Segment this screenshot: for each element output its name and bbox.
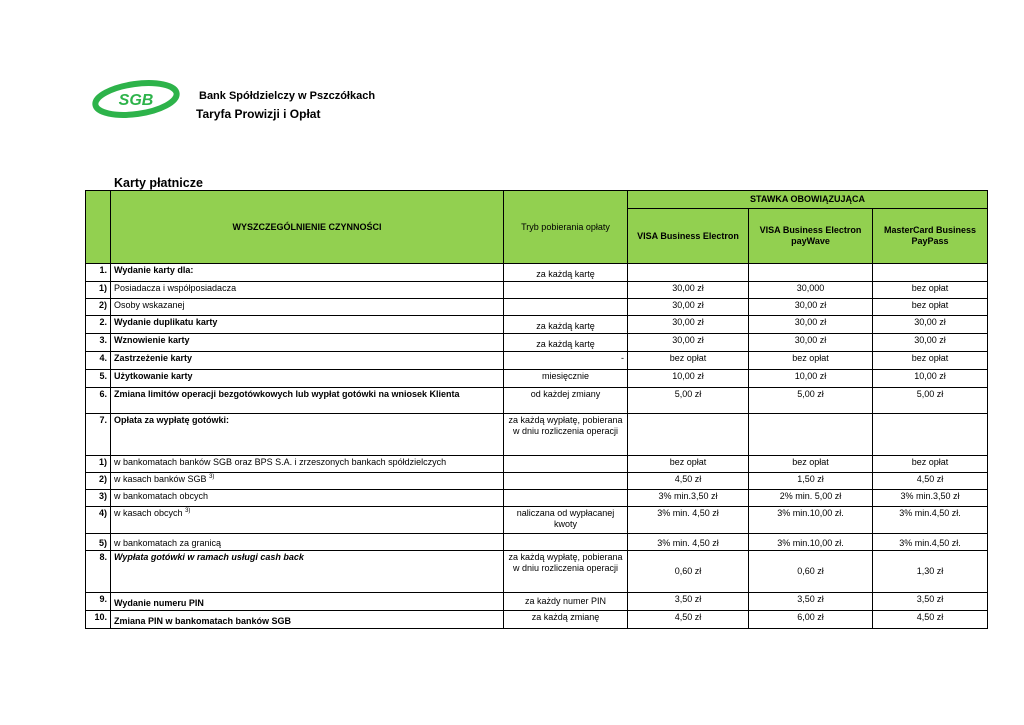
row-value: bez opłat <box>873 299 988 316</box>
row-mode <box>504 473 628 490</box>
row-value: 4,50 zł <box>628 473 749 490</box>
row-value: 3% min.10,00 zł. <box>749 534 873 551</box>
row-mode <box>504 534 628 551</box>
row-mode: za każdy numer PIN <box>504 593 628 611</box>
bank-name: Bank Spółdzielczy w Pszczółkach <box>199 90 376 102</box>
table-row <box>86 388 988 414</box>
row-name: w bankomatach obcych <box>111 490 504 507</box>
table-row <box>86 507 988 534</box>
header-num <box>86 191 111 264</box>
row-num: 2. <box>86 316 111 334</box>
row-num: 4) <box>86 507 111 534</box>
table-row <box>86 611 988 629</box>
row-value: 5,00 zł <box>628 388 749 414</box>
table-row <box>86 456 988 473</box>
row-name: w bankomatach za granicą <box>111 534 504 551</box>
row-mode: od każdej zmiany <box>504 388 628 414</box>
table-row <box>86 534 988 551</box>
row-value: 3,50 zł <box>628 593 749 611</box>
table-row <box>86 299 988 316</box>
row-value: bez opłat <box>873 352 988 370</box>
row-num: 7. <box>86 414 111 456</box>
row-value: 4,50 zł <box>873 611 988 629</box>
header-activity: WYSZCZEGÓLNIENIE CZYNNOŚCI <box>111 191 504 264</box>
row-mode <box>504 282 628 299</box>
row-value: 0,60 zł <box>628 551 749 593</box>
row-value: 30,000 <box>749 282 873 299</box>
table-row <box>86 473 988 490</box>
row-mode: za każdą kartę <box>504 316 628 334</box>
footnote-ref: 3) <box>185 508 191 514</box>
row-num: 5) <box>86 534 111 551</box>
row-value: bez opłat <box>873 282 988 299</box>
row-name: Użytkowanie karty <box>111 370 504 388</box>
row-name: Wydanie karty dla: <box>111 264 504 282</box>
row-mode <box>504 456 628 473</box>
row-value: 3% min. 4,50 zł <box>628 534 749 551</box>
row-value: 30,00 zł <box>628 282 749 299</box>
row-mode: za każdą wypłatę, pobierana w dniu rozliczenia operacji <box>504 414 628 456</box>
row-value <box>749 414 873 456</box>
table-row <box>86 316 988 334</box>
row-name: w bankomatach banków SGB oraz BPS S.A. i zrzeszonych bankach spółdzielczych <box>111 456 504 473</box>
row-mode: za każdą zmianę <box>504 611 628 629</box>
row-mode: za każdą wypłatę, pobierana w dniu rozliczenia operacji <box>504 551 628 593</box>
row-value: 30,00 zł <box>749 334 873 352</box>
row-num: 2) <box>86 473 111 490</box>
row-mode <box>504 299 628 316</box>
row-value: 1,50 zł <box>749 473 873 490</box>
row-value <box>873 414 988 456</box>
table-row <box>86 352 988 370</box>
row-value: 3% min.3,50 zł <box>873 490 988 507</box>
row-value: 30,00 zł <box>628 334 749 352</box>
row-value: 3% min.10,00 zł. <box>749 507 873 534</box>
row-value <box>628 414 749 456</box>
table-row <box>86 490 988 507</box>
row-num: 3) <box>86 490 111 507</box>
row-value: 3% min.4,50 zł. <box>873 507 988 534</box>
header-col-visa-electron: VISA Business Electron <box>628 209 749 264</box>
header-mode: Tryb pobierania opłaty <box>504 191 628 264</box>
row-value: 0,60 zł <box>749 551 873 593</box>
row-value <box>749 264 873 282</box>
row-num: 3. <box>86 334 111 352</box>
row-name: Opłata za wypłatę gotówki: <box>111 414 504 456</box>
sgb-logo <box>92 80 180 118</box>
row-value: 5,00 zł <box>749 388 873 414</box>
row-value: 4,50 zł <box>873 473 988 490</box>
row-value: 6,00 zł <box>749 611 873 629</box>
table-row <box>86 334 988 352</box>
table-row <box>86 414 988 456</box>
row-name: Wydanie numeru PIN <box>111 593 504 611</box>
table-row <box>86 593 988 611</box>
row-value <box>873 264 988 282</box>
row-mode <box>504 490 628 507</box>
row-num: 1. <box>86 264 111 282</box>
row-value: bez opłat <box>749 456 873 473</box>
row-name: Zmiana PIN w bankomatach banków SGB <box>111 611 504 629</box>
footnote-ref: 3) <box>209 474 215 480</box>
row-name: Posiadacza i współposiadacza <box>111 282 504 299</box>
tariff-table <box>85 190 988 629</box>
row-value: 10,00 zł <box>628 370 749 388</box>
row-num: 10. <box>86 611 111 629</box>
row-value: 30,00 zł <box>628 299 749 316</box>
row-num: 8. <box>86 551 111 593</box>
table-row <box>86 551 988 593</box>
row-name: Zmiana limitów operacji bezgotówkowych lub wypłat gotówki na wniosek Klienta <box>111 388 504 414</box>
row-name: Wznowienie karty <box>111 334 504 352</box>
row-value: 3% min.3,50 zł <box>628 490 749 507</box>
row-value: bez opłat <box>628 456 749 473</box>
row-value: 30,00 zł <box>873 334 988 352</box>
section-title: Karty płatnicze <box>114 176 203 190</box>
row-mode: za każdą kartę <box>504 334 628 352</box>
row-name-text: w kasach obcych <box>114 508 183 518</box>
row-value: 10,00 zł <box>873 370 988 388</box>
row-num: 5. <box>86 370 111 388</box>
row-value: bez opłat <box>873 456 988 473</box>
row-name: Wypłata gotówki w ramach usługi cash back <box>111 551 504 593</box>
row-value: 3,50 zł <box>873 593 988 611</box>
row-value: 5,00 zł <box>873 388 988 414</box>
row-value: 1,30 zł <box>873 551 988 593</box>
row-mode: za każdą kartę <box>504 264 628 282</box>
header-col-visa-paywave: VISA Business Electron payWave <box>749 209 873 264</box>
row-num: 1) <box>86 282 111 299</box>
row-name <box>111 473 504 490</box>
row-name <box>111 507 504 534</box>
row-value: 3,50 zł <box>749 593 873 611</box>
row-num: 4. <box>86 352 111 370</box>
table-row <box>86 282 988 299</box>
row-name: Osoby wskazanej <box>111 299 504 316</box>
row-num: 6. <box>86 388 111 414</box>
row-value: 4,50 zł <box>628 611 749 629</box>
row-mode: - <box>504 352 628 370</box>
row-mode: naliczana od wypłacanej kwoty <box>504 507 628 534</box>
header-col-mastercard: MasterCard Business PayPass <box>873 209 988 264</box>
logo-text: SGB <box>118 92 154 109</box>
row-name: Zastrzeżenie karty <box>111 352 504 370</box>
row-value: 30,00 zł <box>749 299 873 316</box>
row-name-text: w kasach banków SGB <box>114 474 207 484</box>
row-num: 9. <box>86 593 111 611</box>
row-value: 30,00 zł <box>749 316 873 334</box>
row-value: bez opłat <box>628 352 749 370</box>
row-value: 30,00 zł <box>873 316 988 334</box>
table-row <box>86 370 988 388</box>
row-num: 2) <box>86 299 111 316</box>
row-value <box>628 264 749 282</box>
row-num: 1) <box>86 456 111 473</box>
row-mode: miesięcznie <box>504 370 628 388</box>
row-value: 3% min. 4,50 zł <box>628 507 749 534</box>
row-value: bez opłat <box>749 352 873 370</box>
row-value: 30,00 zł <box>628 316 749 334</box>
row-name: Wydanie duplikatu karty <box>111 316 504 334</box>
row-value: 3% min.4,50 zł. <box>873 534 988 551</box>
header-rate-group: STAWKA OBOWIĄZUJĄCA <box>628 191 988 209</box>
table-row <box>86 264 988 282</box>
document-title: Taryfa Prowizji i Opłat <box>196 107 321 121</box>
row-value: 2% min. 5,00 zł <box>749 490 873 507</box>
row-value: 10,00 zł <box>749 370 873 388</box>
